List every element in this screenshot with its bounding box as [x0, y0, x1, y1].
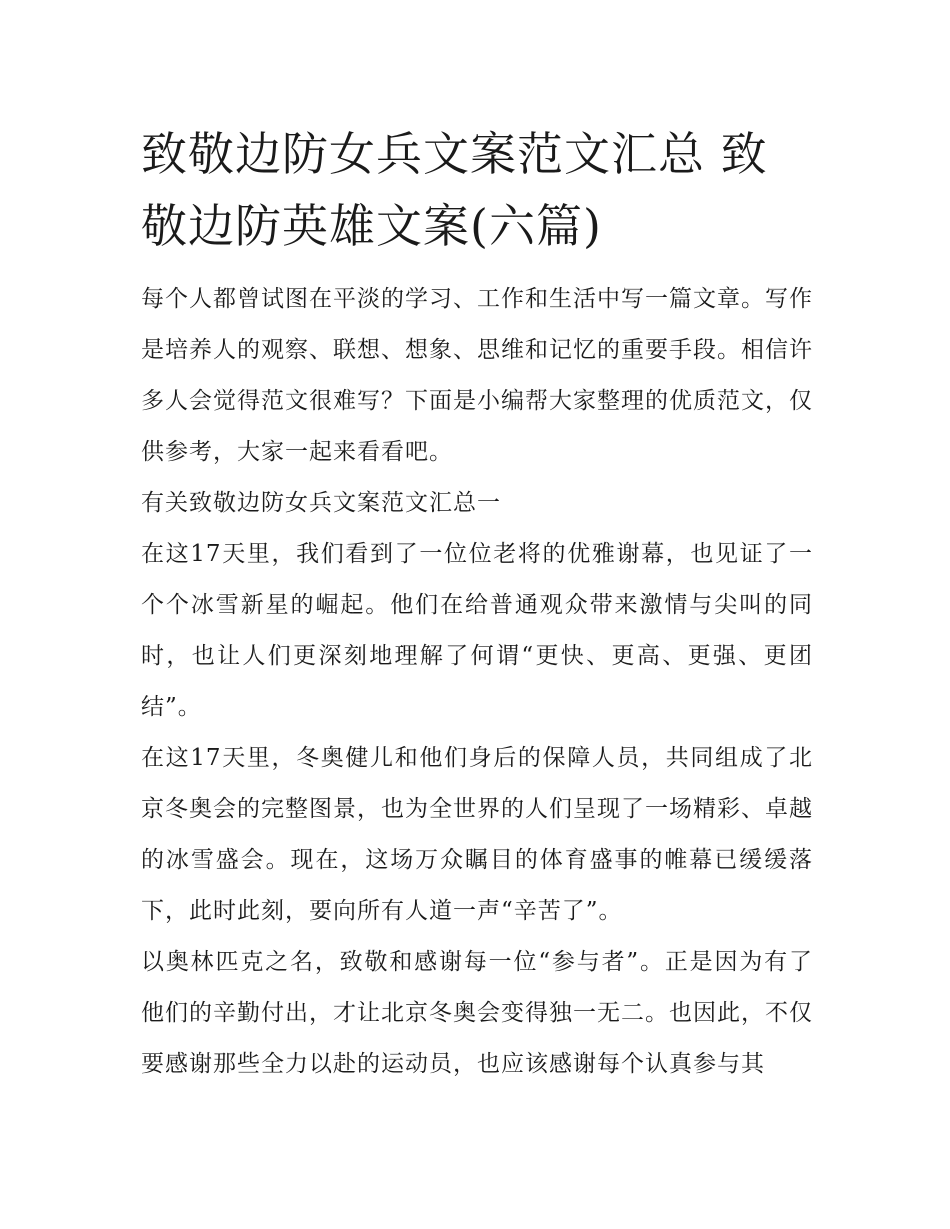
body-paragraph: 在这17天里，我们看到了一位位老将的优雅谢幕，也见证了一个个冰雪新星的崛起。他们在给普通观众带来激情与尖叫的同时，也让人们更深刻地理解了何谓“更快、更高、更强、更团结”。	[141, 541, 813, 720]
document-body	[141, 118, 813, 1090]
body-paragraph: 在这17天里，冬奥健儿和他们身后的保障人员，共同组成了北京冬奥会的完整图景，也为全世界的人们呈现了一场精彩、卓越的冰雪盛会。现在，这场万众瞩目的体育盛事的帷幕已缓缓落下，此时此刻，要向所有人道一声“辛苦了”。	[141, 745, 813, 924]
intro-paragraph: 每个人都曾试图在平淡的学习、工作和生活中写一篇文章。写作是培养人的观察、联想、想象、思维和记忆的重要手段。相信许多人会觉得范文很难写？下面是小编帮大家整理的优质范文，仅供参考，大家一起来看看吧。	[141, 286, 813, 465]
document-title: 致敬边防女兵文案范文汇总 致敬边防英雄文案(六篇)	[141, 127, 768, 253]
body-paragraph: 以奥林匹克之名，致敬和感谢每一位“参与者”。正是因为有了他们的辛勤付出，才让北京冬奥会变得独一无二。也因此，不仅要感谢那些全力以赴的运动员，也应该感谢每个认真参与其	[141, 949, 813, 1077]
section-heading: 有关致敬边防女兵文案范文汇总一	[141, 490, 501, 516]
